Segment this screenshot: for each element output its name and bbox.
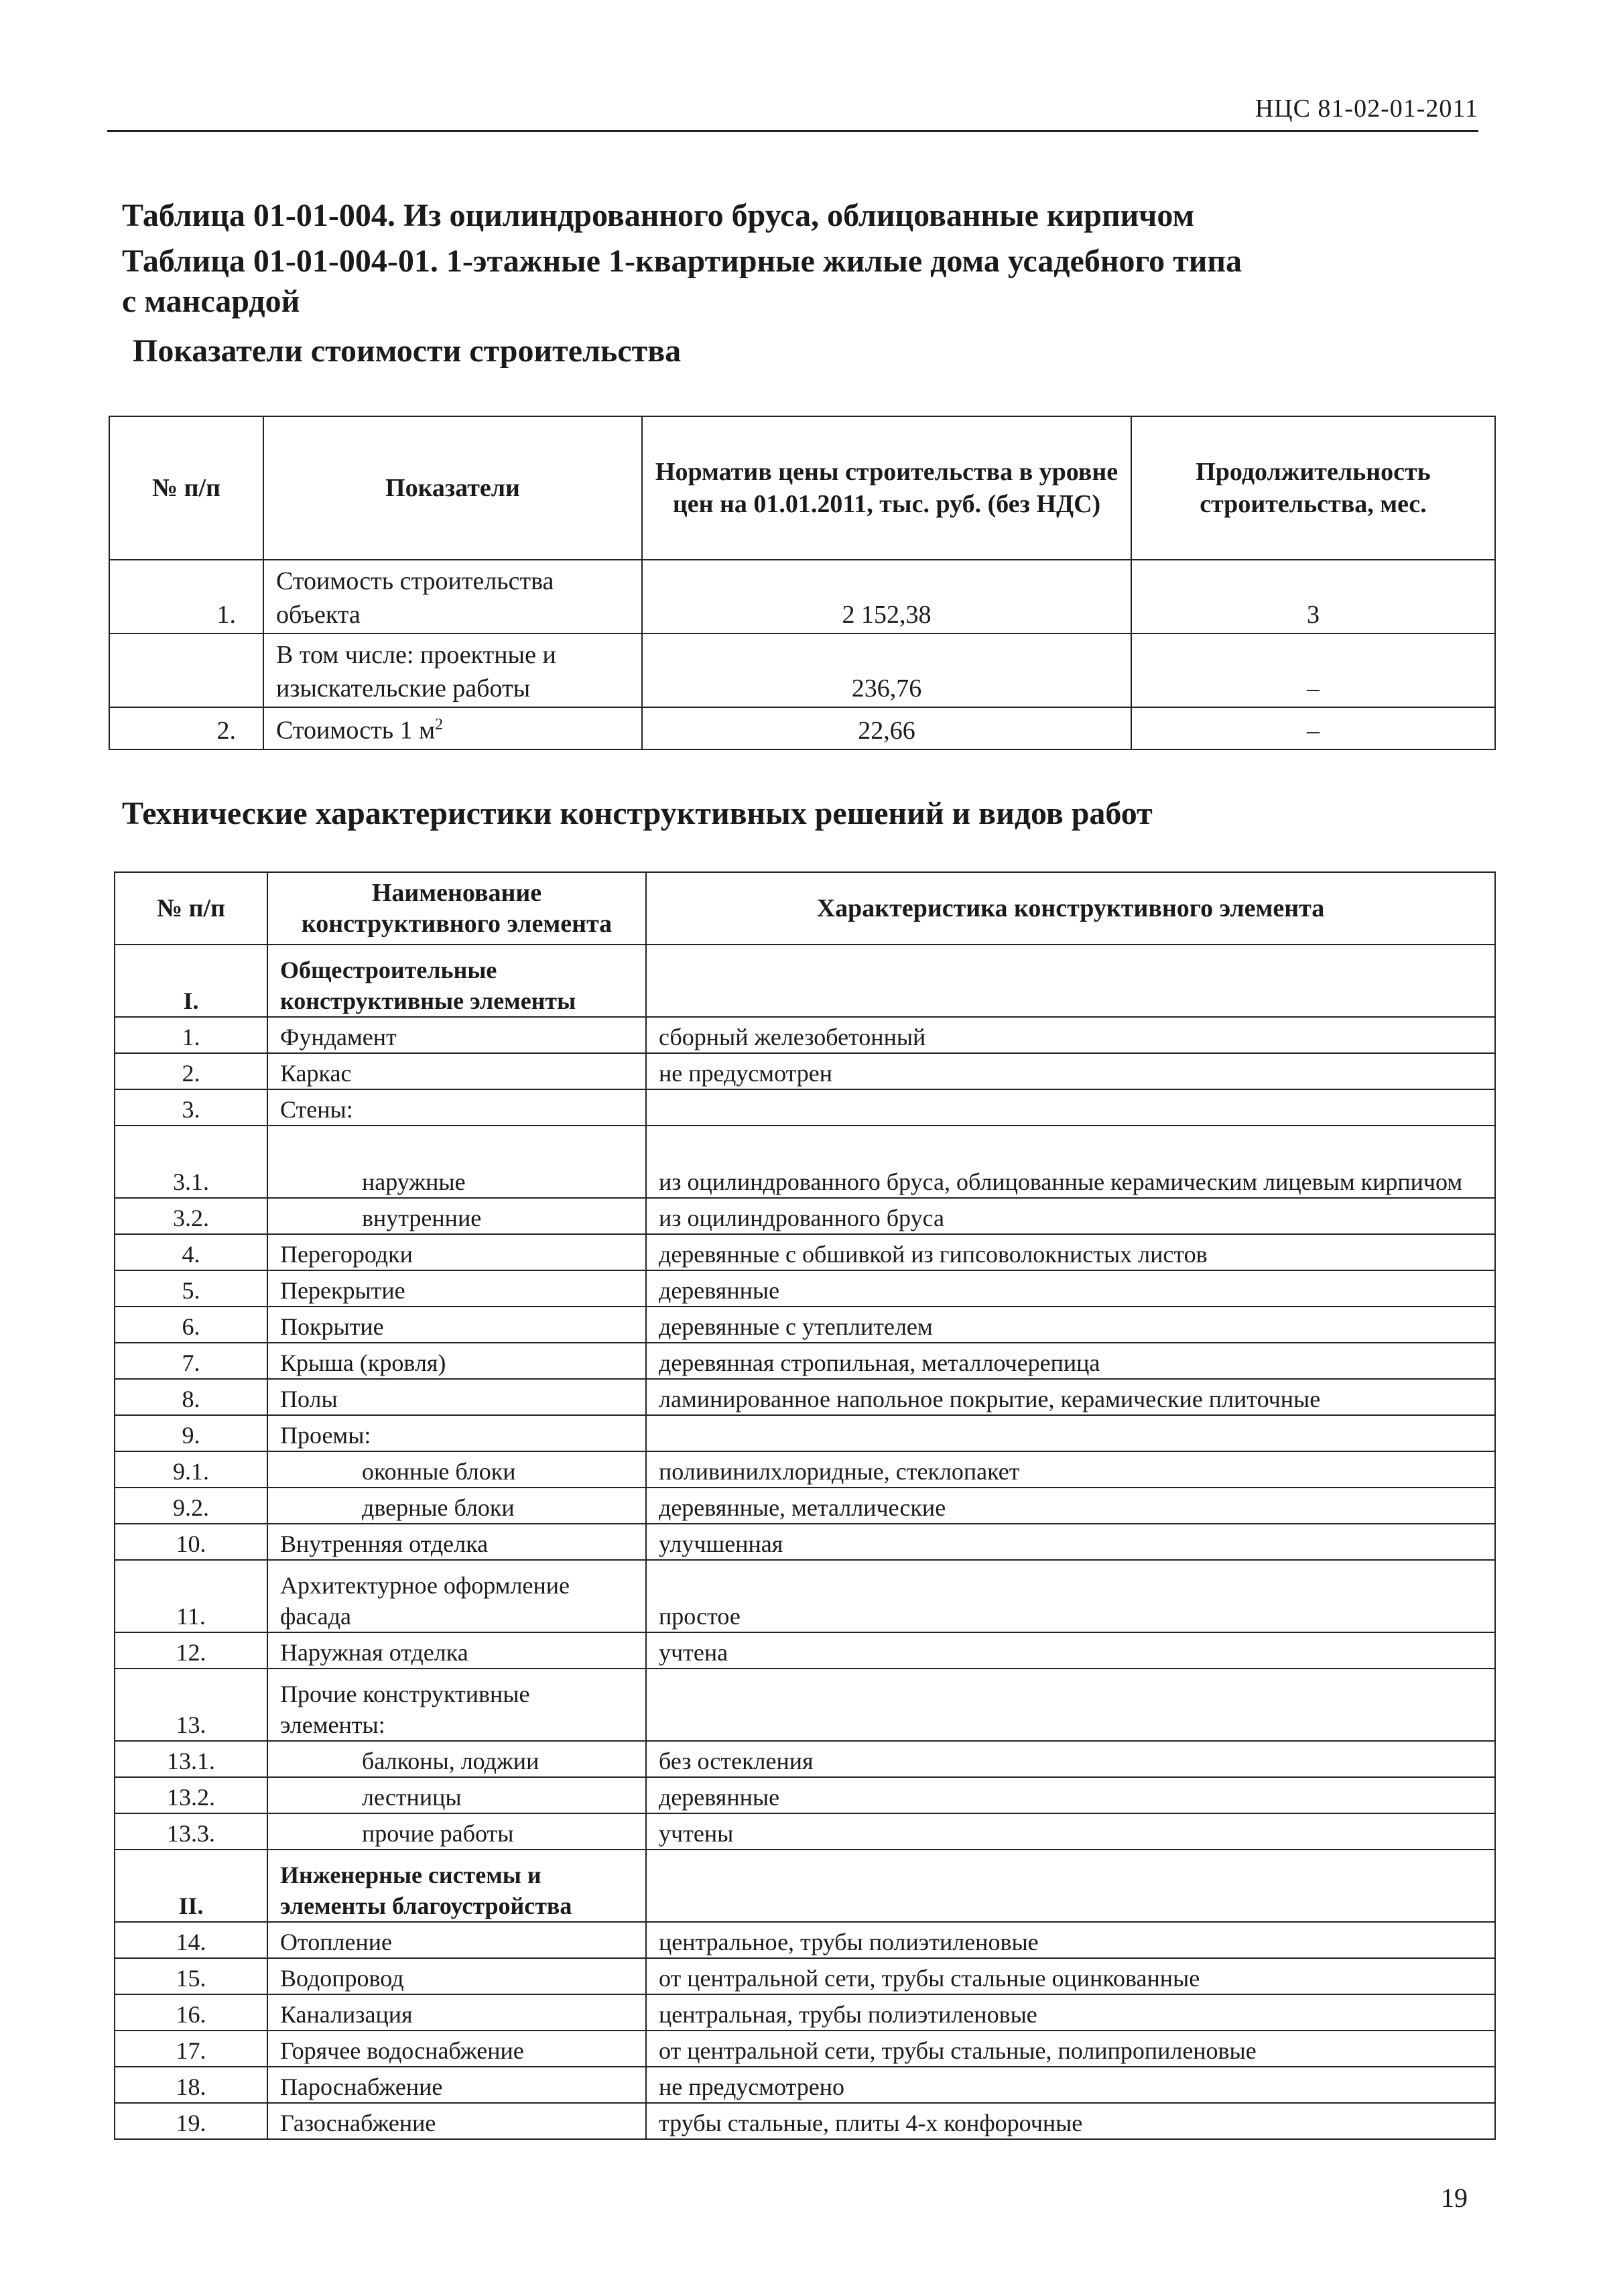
table-row [115, 1813, 1495, 1850]
table-row [115, 1560, 1495, 1632]
row-duration: – [1131, 633, 1495, 707]
row-element-name: наружные [267, 1126, 646, 1198]
table-row [115, 1632, 1495, 1669]
col-header-name: Наименование конструктивного элемента [267, 872, 646, 945]
row-element-name: внутренние [267, 1198, 646, 1234]
page-number: 19 [1441, 2183, 1468, 2213]
row-indicator: В том числе: проектные и изыскательские работы [263, 633, 642, 707]
table-row [115, 1017, 1495, 1053]
table-subtitle: Таблица 01-01-004-01. 1-этажные 1-квартирные жилые дома усадебного типа [122, 243, 1242, 279]
section-heading-tech: Технические характеристики конструктивных решений и видов работ [122, 796, 1153, 831]
row-num: 13. [115, 1669, 267, 1741]
row-element-name: Полы [267, 1379, 646, 1415]
superscript: 2 [435, 716, 444, 733]
row-characteristic: из оцилиндрованного бруса [646, 1198, 1495, 1234]
col-header-spec: Характеристика конструктивного элемента [646, 872, 1495, 945]
row-characteristic: трубы стальные, плиты 4-х конфорочные [646, 2103, 1495, 2139]
col-header-num: № п/п [109, 416, 263, 560]
row-characteristic: не предусмотрен [646, 1053, 1495, 1089]
col-header-num: № п/п [115, 872, 267, 945]
row-num: 3. [115, 1089, 267, 1126]
row-norm: 2 152,38 [642, 560, 1131, 633]
document-code: НЦС 81-02-01-2011 [1255, 95, 1478, 123]
tech-table-body [115, 945, 1495, 2139]
row-num: 16. [115, 1994, 267, 2031]
row-element-name: Внутренняя отделка [267, 1524, 646, 1560]
row-element-name: Крыша (кровля) [267, 1343, 646, 1379]
table-row [115, 1922, 1495, 1958]
row-element-name: Водопровод [267, 1958, 646, 1994]
table-row [109, 707, 1495, 749]
header-divider [107, 130, 1478, 132]
row-num: 1. [109, 560, 263, 633]
row-element-name: Инженерные системы и элементы благоустройства [267, 1850, 646, 1922]
row-indicator [263, 707, 642, 749]
table-header-row [109, 416, 1495, 560]
row-num: 10. [115, 1524, 267, 1560]
row-characteristic: деревянная стропильная, металлочерепица [646, 1343, 1495, 1379]
row-element-name: Канализация [267, 1994, 646, 2031]
row-characteristic: улучшенная [646, 1524, 1495, 1560]
section-heading-cost: Показатели стоимости строительства [133, 333, 682, 369]
table-row [115, 1669, 1495, 1741]
row-characteristic: не предусмотрено [646, 2067, 1495, 2103]
table-row [115, 1850, 1495, 1922]
row-characteristic: от центральной сети, трубы стальные оцинкованные [646, 1958, 1495, 1994]
row-characteristic: деревянные с утеплителем [646, 1307, 1495, 1343]
row-num: 8. [115, 1379, 267, 1415]
row-duration: 3 [1131, 560, 1495, 633]
row-characteristic: центральная, трубы полиэтиленовые [646, 1994, 1495, 2031]
row-element-name: Наружная отделка [267, 1632, 646, 1669]
row-num: 1. [115, 1017, 267, 1053]
row-num: 2. [109, 707, 263, 749]
row-num: 17. [115, 2031, 267, 2067]
row-characteristic: учтены [646, 1813, 1495, 1850]
tech-specs-table [114, 871, 1496, 2140]
row-num: 18. [115, 2067, 267, 2103]
row-element-name: Стены: [267, 1089, 646, 1126]
row-element-name: Перекрытие [267, 1270, 646, 1307]
row-num: 3.2. [115, 1198, 267, 1234]
row-num: 11. [115, 1560, 267, 1632]
row-num: 14. [115, 1922, 267, 1958]
table-row [115, 1451, 1495, 1488]
table-row [115, 1270, 1495, 1307]
table-row [115, 1343, 1495, 1379]
row-num: 15. [115, 1958, 267, 1994]
row-characteristic: без остекления [646, 1741, 1495, 1777]
table-row [109, 633, 1495, 707]
row-element-name: балконы, лоджии [267, 1741, 646, 1777]
row-characteristic: деревянные [646, 1777, 1495, 1813]
table-row [115, 945, 1495, 1017]
table-row [115, 1379, 1495, 1415]
row-element-name: оконные блоки [267, 1451, 646, 1488]
row-characteristic: центральное, трубы полиэтиленовые [646, 1922, 1495, 1958]
row-norm: 236,76 [642, 633, 1131, 707]
row-num: II. [115, 1850, 267, 1922]
row-characteristic: деревянные [646, 1270, 1495, 1307]
row-num: 19. [115, 2103, 267, 2139]
row-num: 9. [115, 1415, 267, 1451]
row-characteristic [646, 1089, 1495, 1126]
table-row [115, 1524, 1495, 1560]
col-header-norm: Норматив цены строительства в уровне цен на 01.01.2011, тыс. руб. (без НДС) [642, 416, 1131, 560]
row-num: 3.1. [115, 1126, 267, 1198]
table-title: Таблица 01-01-004. Из оцилиндрованного бруса, облицованные кирпичом [122, 198, 1195, 233]
cost-indicators-table [109, 416, 1496, 750]
row-duration: – [1131, 707, 1495, 749]
row-element-name: Перегородки [267, 1234, 646, 1270]
table-row [115, 1126, 1495, 1198]
table-row [115, 1198, 1495, 1234]
col-header-indicator: Показатели [263, 416, 642, 560]
row-num: 12. [115, 1632, 267, 1669]
row-characteristic: деревянные, металлические [646, 1488, 1495, 1524]
row-element-name: Архитектурное оформление фасада [267, 1560, 646, 1632]
col-header-duration: Продолжительность строительства, мес. [1131, 416, 1495, 560]
row-num: 6. [115, 1307, 267, 1343]
row-element-name: Покрытие [267, 1307, 646, 1343]
row-element-name: Газоснабжение [267, 2103, 646, 2139]
row-characteristic [646, 945, 1495, 1017]
table-row [115, 2031, 1495, 2067]
row-characteristic: ламинированное напольное покрытие, керамические плиточные [646, 1379, 1495, 1415]
row-characteristic: простое [646, 1560, 1495, 1632]
table-row [115, 1994, 1495, 2031]
row-element-name: Общестроительные конструктивные элементы [267, 945, 646, 1017]
row-characteristic: от центральной сети, трубы стальные, полипропиленовые [646, 2031, 1495, 2067]
row-element-name: Проемы: [267, 1415, 646, 1451]
table-row [115, 1234, 1495, 1270]
row-num: 7. [115, 1343, 267, 1379]
row-element-name: Горячее водоснабжение [267, 2031, 646, 2067]
row-element-name: Фундамент [267, 1017, 646, 1053]
row-num: 4. [115, 1234, 267, 1270]
row-element-name: Прочие конструктивные элементы: [267, 1669, 646, 1741]
row-element-name: дверные блоки [267, 1488, 646, 1524]
table-row [115, 1958, 1495, 1994]
row-indicator-text: Стоимость 1 м [276, 716, 436, 745]
row-element-name: лестницы [267, 1777, 646, 1813]
row-characteristic: из оцилиндрованного бруса, облицованные керамическим лицевым кирпичом [646, 1126, 1495, 1198]
row-num: 9.2. [115, 1488, 267, 1524]
table-row [115, 1307, 1495, 1343]
row-num: 13.2. [115, 1777, 267, 1813]
row-characteristic: сборный железобетонный [646, 1017, 1495, 1053]
row-characteristic [646, 1669, 1495, 1741]
row-num: 9.1. [115, 1451, 267, 1488]
table-row [115, 2103, 1495, 2139]
table-header-row [115, 872, 1495, 945]
row-num: 13.3. [115, 1813, 267, 1850]
row-element-name: прочие работы [267, 1813, 646, 1850]
row-element-name: Отопление [267, 1922, 646, 1958]
table-row [109, 560, 1495, 633]
row-characteristic: учтена [646, 1632, 1495, 1669]
table-row [115, 1777, 1495, 1813]
row-norm: 22,66 [642, 707, 1131, 749]
table-row [115, 1089, 1495, 1126]
row-indicator: Стоимость строительства объекта [263, 560, 642, 633]
table-row [115, 1741, 1495, 1777]
row-characteristic: деревянные с обшивкой из гипсоволокнистых листов [646, 1234, 1495, 1270]
row-num: 2. [115, 1053, 267, 1089]
row-characteristic [646, 1850, 1495, 1922]
table-row [115, 1053, 1495, 1089]
table-row [115, 2067, 1495, 2103]
row-num [109, 633, 263, 707]
table-row [115, 1415, 1495, 1451]
row-element-name: Каркас [267, 1053, 646, 1089]
table-subtitle-cont: с мансардой [122, 284, 300, 319]
row-num: I. [115, 945, 267, 1017]
table-row [115, 1488, 1495, 1524]
row-num: 5. [115, 1270, 267, 1307]
row-characteristic [646, 1415, 1495, 1451]
row-element-name: Пароснабжение [267, 2067, 646, 2103]
row-num: 13.1. [115, 1741, 267, 1777]
row-characteristic: поливинилхлоридные, стеклопакет [646, 1451, 1495, 1488]
